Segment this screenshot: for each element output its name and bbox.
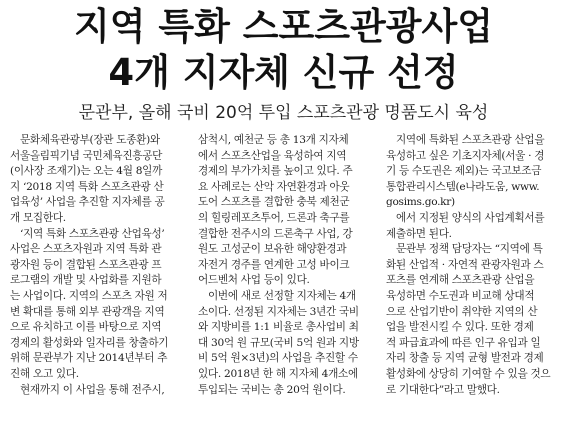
body-text-line: 요 사례로는 산악 자연환경과 아웃 bbox=[198, 180, 350, 193]
body-text-line: 자전거 경주를 연계한 고성 바이크 bbox=[198, 258, 350, 271]
body-text-line: gosims.go.kr) bbox=[386, 196, 455, 209]
body-text-line: 원도 고성군이 보유한 해양환경과 bbox=[198, 243, 347, 256]
body-text-line: 는 사업이다. 지역의 스포츠 자원 저 bbox=[10, 289, 168, 302]
body-text-line: 의 힐링레포츠투어, 드론과 축구를 bbox=[198, 211, 350, 224]
body-text-line: 지 ‘2018 지역 특화 스포츠관광 산 bbox=[10, 180, 164, 193]
body-text-line: 와 지방비를 1:1 비율로 총사업비 최 bbox=[198, 321, 359, 334]
body-text-line: 육성하면 수도권과 비교해 상대적 bbox=[386, 289, 535, 302]
body-text-line: 문관부 정책 담당자는 “지역에 특 bbox=[396, 243, 543, 256]
headline-line-1: 지역 특화 스포츠관광사업 bbox=[74, 5, 493, 48]
body-text-line: 경제의 활성화와 일자리를 창출하기 bbox=[10, 336, 169, 349]
body-text-line: 어드벤처 사업 등이 있다. bbox=[198, 274, 310, 287]
body-text-line: 있다. 2018년 한 해 지자체 4개소에 bbox=[198, 367, 358, 380]
body-text-line: 변 확대를 통해 외부 관광객을 지역 bbox=[10, 305, 165, 318]
body-text-line: 이번에 새로 선정할 지자체는 4개 bbox=[208, 289, 356, 302]
body-column-2 bbox=[198, 133, 370, 398]
body-text-line: 지역에 특화된 스포츠관광 산업을 bbox=[396, 134, 545, 146]
body-text-line: 업을 발전시킬 수 있다. 또한 경제 bbox=[386, 321, 534, 334]
body-text-line: 현재까지 이 사업을 통해 전주시, bbox=[20, 383, 165, 396]
body-text-line: 소이다. 선정된 지자체는 3년간 국비 bbox=[198, 305, 359, 318]
body-text-line: (이사장 조재기)는 오는 4월 8일까 bbox=[10, 165, 163, 178]
body-text-line: 개 모집한다. bbox=[10, 211, 66, 224]
headline-line-2: 4개 지자체 신규 선정 bbox=[108, 51, 459, 94]
body-text-line: 비 5억 원×3년)의 사업을 추진할 수 bbox=[198, 352, 358, 365]
body-text-line: 활성화에 상당히 기여할 수 있을 것으 bbox=[386, 367, 551, 380]
body-text-line: 도어 스포츠를 결합한 충북 제천군 bbox=[198, 196, 350, 209]
body-text-line: 로그램의 개발 및 사업화를 지원하 bbox=[10, 274, 162, 287]
body-text-line: 통합관리시스템(e나라도움, www. bbox=[386, 180, 540, 193]
body-text-line: 로 기대한다”라고 말했다. bbox=[386, 383, 500, 396]
body-text-line: 위해 문관부가 지난 2014년부터 추 bbox=[10, 352, 168, 365]
body-text-line: 사업은 스포츠자원과 지역 특화 관 bbox=[10, 243, 162, 256]
body-text-line: 에서 지정된 양식의 사업계획서를 bbox=[396, 211, 545, 224]
body-text-line: 투입되는 국비는 총 20억 원이다. bbox=[198, 383, 346, 396]
body-text-line: 으로 유치하고 이를 바탕으로 지역 bbox=[10, 321, 162, 334]
body-text-line: 자리 창출 등 지역 균형 발전과 경제 bbox=[386, 352, 544, 365]
body-text-line: 에서 스포츠산업을 육성하여 지역 bbox=[198, 149, 347, 162]
body-text-line: ‘지역 특화 스포츠관광 산업육성’ bbox=[20, 227, 165, 240]
body-text-line: 육성하고 싶은 기초지자체(서울 · 경 bbox=[386, 149, 545, 162]
body-text-line: 으로 산업기반이 취약한 지역의 산 bbox=[386, 305, 538, 318]
body-column-3 bbox=[386, 133, 558, 398]
body-text-line: 제출하면 된다. bbox=[386, 227, 452, 240]
body-text-line: 삼척시, 예천군 등 총 13개 지자체 bbox=[198, 134, 349, 146]
body-text-line: 대 30억 원 규모(국비 5억 원과 지방 bbox=[198, 336, 359, 349]
body-text-line: 업육성’ 사업을 추진할 지자체를 공 bbox=[10, 196, 165, 209]
body-text-line: 포츠를 연계해 스포츠관광 산업을 bbox=[386, 274, 535, 287]
body-text-line: 문화체육관광부(장관 도종환)와 bbox=[20, 134, 160, 146]
body-text-line: 서울올림픽기념 국민체육진흥공단 bbox=[10, 149, 163, 162]
body-text-line: 적 파급효과에 따른 인구 유입과 일 bbox=[386, 336, 541, 349]
body-column-1 bbox=[10, 133, 182, 398]
subheadline: 문관부, 올해 국비 20억 투입 스포츠관광 명품도시 육성 bbox=[78, 103, 489, 123]
body-text-line: 기 등 수도권은 제외)는 국고보조금 bbox=[386, 165, 542, 178]
body-text-line: 진해 오고 있다. bbox=[10, 367, 79, 380]
body-text-line: 결합한 전주시의 드론축구 사업, 강 bbox=[198, 227, 353, 240]
body-text-line: 화된 산업적 · 자연적 관광자원과 스 bbox=[386, 258, 544, 271]
body-text-line: 경제의 부가가치를 높이고 있다. 주 bbox=[198, 165, 353, 178]
body-text-line: 광자원 등이 결합된 스포츠관광 프 bbox=[10, 258, 162, 271]
